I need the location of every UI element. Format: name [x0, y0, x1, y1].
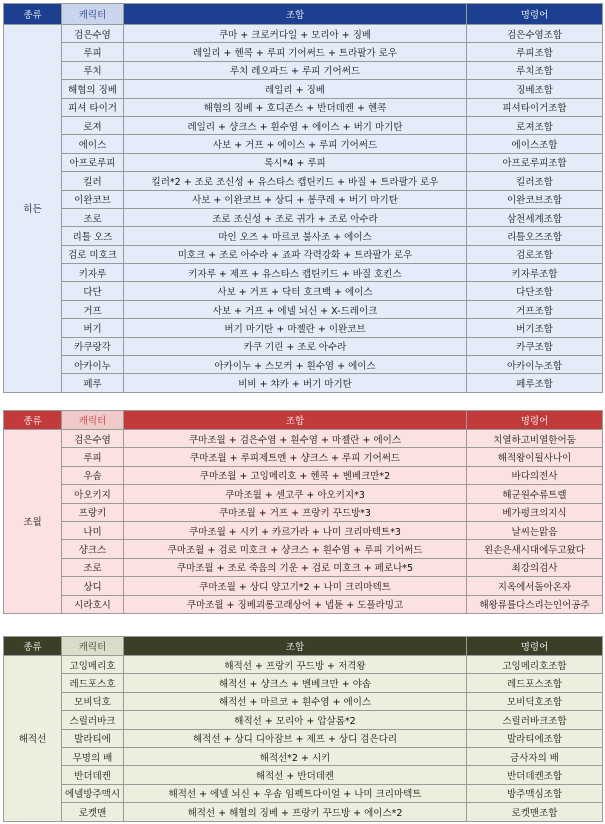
table-row: [4, 747, 603, 765]
table-row: [4, 356, 603, 374]
table-row: [4, 43, 603, 61]
combination-cell: 쿠마조월 + 검은수염 + 흰수염 + 마젤란 + 에이스: [124, 430, 467, 448]
character-cell: 검로 미호크: [62, 245, 124, 263]
combination-cell: 해적선 + 모리아 + 압살롬*2: [124, 711, 467, 729]
command-cell: 키자루조합: [467, 264, 603, 282]
table-row: [4, 674, 603, 692]
table-row: [4, 300, 603, 318]
table-row: [4, 656, 603, 674]
character-cell: 페루: [62, 374, 124, 392]
header-character: 캐릭터: [62, 637, 124, 656]
header-character: 캐릭터: [62, 4, 124, 25]
command-cell: 반더데켄조합: [467, 766, 603, 784]
command-cell: 최강의검사: [467, 558, 603, 576]
character-cell: 샹크스: [62, 540, 124, 558]
command-cell: 킬러조합: [467, 172, 603, 190]
command-cell: 왼손은새시대에두고왔다: [467, 540, 603, 558]
combination-cell: 쿠마조월 + 센고쿠 + 아오키지*3: [124, 485, 467, 503]
combination-cell: 해적선 + 에넬 뇌신 + 우솝 임펙트다이얼 + 나미 크리마텍트: [124, 784, 467, 802]
table-row: [4, 116, 603, 134]
character-cell: 모비딕호: [62, 692, 124, 710]
table-row: [4, 521, 603, 539]
table-row: [4, 172, 603, 190]
command-cell: 아카이누조합: [467, 356, 603, 374]
character-cell: 로켓맨: [62, 803, 124, 821]
character-cell: 키자루: [62, 264, 124, 282]
command-cell: 징베조합: [467, 80, 603, 98]
table-row: [4, 208, 603, 226]
character-cell: 버기: [62, 319, 124, 337]
combination-cell: 쿠마조월 + 조로 죽음의 기운 + 검로 미호크 + 페로나*5: [124, 558, 467, 576]
command-cell: 아프로루피조합: [467, 153, 603, 171]
table-row: [4, 25, 603, 43]
character-cell: 에넬방주맥시: [62, 784, 124, 802]
combination-cell: 킬러*2 + 조로 조신성 + 유스타스 캡틴키드 + 바질 + 트라팔가 로우: [124, 172, 467, 190]
combination-cell: 카쿠 기린 + 조로 아수라: [124, 337, 467, 355]
character-cell: 리틀 오즈: [62, 227, 124, 245]
character-cell: 루치: [62, 61, 124, 79]
command-cell: 거프조합: [467, 300, 603, 318]
table-row: [4, 577, 603, 595]
character-cell: 무명의 배: [62, 747, 124, 765]
combination-cell: 키자루 + 제프 + 유스타스 캡틴키드 + 바질 호킨스: [124, 264, 467, 282]
combination-cell: 미호크 + 조로 아수라 + 죠파 각력강화 + 트라팔가 로우: [124, 245, 467, 263]
character-cell: 고잉메리호: [62, 656, 124, 674]
combination-cell: 사보 + 거프 + 에넬 뇌신 + X-드레이크: [124, 300, 467, 318]
combination-cell: 쿠마조월 + 거프 + 프랑키 꾸드방*3: [124, 503, 467, 521]
table-row: [4, 711, 603, 729]
table-row: [4, 503, 603, 521]
combination-cell: 쿠마조월 + 루피제트엔 + 샹크스 + 루피 기어써드: [124, 448, 467, 466]
character-cell: 조로: [62, 558, 124, 576]
combination-cell: 루치 레오파드 + 루피 기어써드: [124, 61, 467, 79]
table-row: [4, 729, 603, 747]
combination-cell: 록시*4 + 루피: [124, 153, 467, 171]
command-cell: 리틀오즈조합: [467, 227, 603, 245]
table-row: [4, 803, 603, 821]
table-row: [4, 540, 603, 558]
combination-cell: 해적선 + 상디 디아잠브 + 제프 + 상디 검은다리: [124, 729, 467, 747]
command-cell: 고잉메리호조합: [467, 656, 603, 674]
combination-cell: 해적선 + 마르코 + 흰수염 + 에이스: [124, 692, 467, 710]
table-header-row: [4, 4, 603, 25]
command-cell: 카쿠조합: [467, 337, 603, 355]
table-row: [4, 319, 603, 337]
command-cell: 치열하고비열한어둠: [467, 430, 603, 448]
combination-cell: 해적선 + 반더데켄: [124, 766, 467, 784]
combination-cell: 조로 조신성 + 조로 귀가 + 조로 아수라: [124, 208, 467, 226]
command-cell: 베가펑크의지식: [467, 503, 603, 521]
combination-cell: 레일리 + 헨콕 + 루피 기어써드 + 트라팔가 로우: [124, 43, 467, 61]
table-row: [4, 784, 603, 802]
character-cell: 반더데켄: [62, 766, 124, 784]
header-combination: 조합: [124, 637, 467, 656]
combination-cell: 해적선*2 + 시키: [124, 747, 467, 765]
command-cell: 해왕류를다스리는인어공주: [467, 595, 603, 613]
category-cell: 조월: [4, 430, 62, 614]
character-cell: 아카이누: [62, 356, 124, 374]
combination-cell: 버기 마기탄 + 마젤란 + 이완코브: [124, 319, 467, 337]
header-character: 캐릭터: [62, 411, 124, 430]
command-cell: 스릴러바크조합: [467, 711, 603, 729]
character-cell: 로져: [62, 116, 124, 134]
table-row: [4, 485, 603, 503]
combination-cell: 마인 오즈 + 마르코 불사조 + 에이스: [124, 227, 467, 245]
jowol-combination-table: [3, 410, 603, 614]
character-cell: 발라티에: [62, 729, 124, 747]
command-cell: 로져조합: [467, 116, 603, 134]
character-cell: 카쿠랑각: [62, 337, 124, 355]
table-row: [4, 245, 603, 263]
character-cell: 스릴러바크: [62, 711, 124, 729]
table-row: [4, 227, 603, 245]
table-row: [4, 80, 603, 98]
combination-cell: 쿠마조월 + 검로 미호크 + 샹크스 + 흰수염 + 루피 기어써드: [124, 540, 467, 558]
character-cell: 킬러: [62, 172, 124, 190]
table-row: [4, 430, 603, 448]
character-cell: 아프로루피: [62, 153, 124, 171]
combination-cell: 쿠마 + 크로커다일 + 모리아 + 징베: [124, 25, 467, 43]
combination-cell: 쿠마조월 + 고잉메리호 + 헨콕 + 벤베크만*2: [124, 466, 467, 484]
category-cell: 히든: [4, 25, 62, 393]
command-cell: 레드포스조합: [467, 674, 603, 692]
combination-cell: 해적선 + 프랑키 꾸드방 + 저격왕: [124, 656, 467, 674]
command-cell: 에이스조합: [467, 135, 603, 153]
command-cell: 이완코브조합: [467, 190, 603, 208]
table-row: [4, 448, 603, 466]
table-row: [4, 466, 603, 484]
combination-cell: 사보 + 이완코브 + 상디 + 봉쿠레 + 버기 마기탄: [124, 190, 467, 208]
table-row: [4, 337, 603, 355]
header-command: 명령어: [467, 637, 603, 656]
character-cell: 상디: [62, 577, 124, 595]
character-cell: 검은수염: [62, 430, 124, 448]
character-cell: 이완코브: [62, 190, 124, 208]
character-cell: 루피: [62, 43, 124, 61]
combination-cell: 쿠마조월 + 상디 양고기*2 + 나미 크리마텍트: [124, 577, 467, 595]
table-row: [4, 282, 603, 300]
pirate-ship-combination-table: [3, 636, 603, 822]
character-cell: 거프: [62, 300, 124, 318]
table-row: [4, 558, 603, 576]
command-cell: 검로조합: [467, 245, 603, 263]
combination-cell: 해적선 + 샹크스 + 벤베크만 + 야솝: [124, 674, 467, 692]
character-cell: 프랑키: [62, 503, 124, 521]
header-combination: 조합: [124, 411, 467, 430]
table-row: [4, 264, 603, 282]
header-type: 종류: [4, 411, 62, 430]
command-cell: 로켓맨조합: [467, 803, 603, 821]
character-cell: 우솝: [62, 466, 124, 484]
table-header-row: [4, 411, 603, 430]
table-row: [4, 595, 603, 613]
table-row: [4, 153, 603, 171]
combination-cell: 쿠마조월 + 징베괴롱고래상어 + 넵튠 + 도플라밍고: [124, 595, 467, 613]
command-cell: 발라티에조합: [467, 729, 603, 747]
combination-cell: 사보 + 거프 + 닥터 호크백 + 에이스: [124, 282, 467, 300]
character-cell: 검은수염: [62, 25, 124, 43]
command-cell: 페루조합: [467, 374, 603, 392]
command-cell: 지옥에서돌아온자: [467, 577, 603, 595]
table-row: [4, 692, 603, 710]
command-cell: 다단조합: [467, 282, 603, 300]
combination-cell: 아카이누 + 스모커 + 흰수염 + 에이스: [124, 356, 467, 374]
character-cell: 아오키지: [62, 485, 124, 503]
combination-cell: 해적선 + 해협의 징베 + 프랑키 꾸드방 + 에이스*2: [124, 803, 467, 821]
hidden-combination-table: [3, 3, 603, 393]
header-type: 종류: [4, 637, 62, 656]
combination-cell: 레일리 + 샹크스 + 흰수염 + 에이스 + 버기 마기탄: [124, 116, 467, 134]
header-command: 명령어: [467, 411, 603, 430]
character-cell: 에이스: [62, 135, 124, 153]
command-cell: 해군원수류트렐: [467, 485, 603, 503]
character-cell: 피셔 타이거: [62, 98, 124, 116]
command-cell: 날씨는맑음: [467, 521, 603, 539]
header-combination: 조합: [124, 4, 467, 25]
command-cell: 버기조합: [467, 319, 603, 337]
character-cell: 조로: [62, 208, 124, 226]
character-cell: 레드포스호: [62, 674, 124, 692]
table-header-row: [4, 637, 603, 656]
command-cell: 루피조합: [467, 43, 603, 61]
command-cell: 방주맥심조합: [467, 784, 603, 802]
character-cell: 해협의 징베: [62, 80, 124, 98]
table-row: [4, 61, 603, 79]
command-cell: 해적왕이될사나이: [467, 448, 603, 466]
table-row: [4, 135, 603, 153]
table-row: [4, 98, 603, 116]
command-cell: 삼천세계조합: [467, 208, 603, 226]
command-cell: 모비딕호조합: [467, 692, 603, 710]
combination-cell: 레일리 + 징베: [124, 80, 467, 98]
combination-cell: 쿠마조월 + 시키 + 카르가라 + 나미 크리마텍트*3: [124, 521, 467, 539]
character-cell: 루피: [62, 448, 124, 466]
category-cell: 해적선: [4, 656, 62, 822]
table-row: [4, 374, 603, 392]
command-cell: 루치조합: [467, 61, 603, 79]
character-cell: 다단: [62, 282, 124, 300]
table-row: [4, 766, 603, 784]
table-row: [4, 190, 603, 208]
combination-cell: 해협의 징베 + 호디존스 + 반더데켄 + 헨콕: [124, 98, 467, 116]
command-cell: 검은수염조합: [467, 25, 603, 43]
combination-cell: 비비 + 챠카 + 버기 마기탄: [124, 374, 467, 392]
character-cell: 시라호시: [62, 595, 124, 613]
character-cell: 나미: [62, 521, 124, 539]
header-type: 종류: [4, 4, 62, 25]
command-cell: 바다의전사: [467, 466, 603, 484]
command-cell: 금사자의 배: [467, 747, 603, 765]
header-command: 명령어: [467, 4, 603, 25]
combination-cell: 사보 + 거프 + 에이스 + 루피 기어써드: [124, 135, 467, 153]
command-cell: 피셔타이거조합: [467, 98, 603, 116]
